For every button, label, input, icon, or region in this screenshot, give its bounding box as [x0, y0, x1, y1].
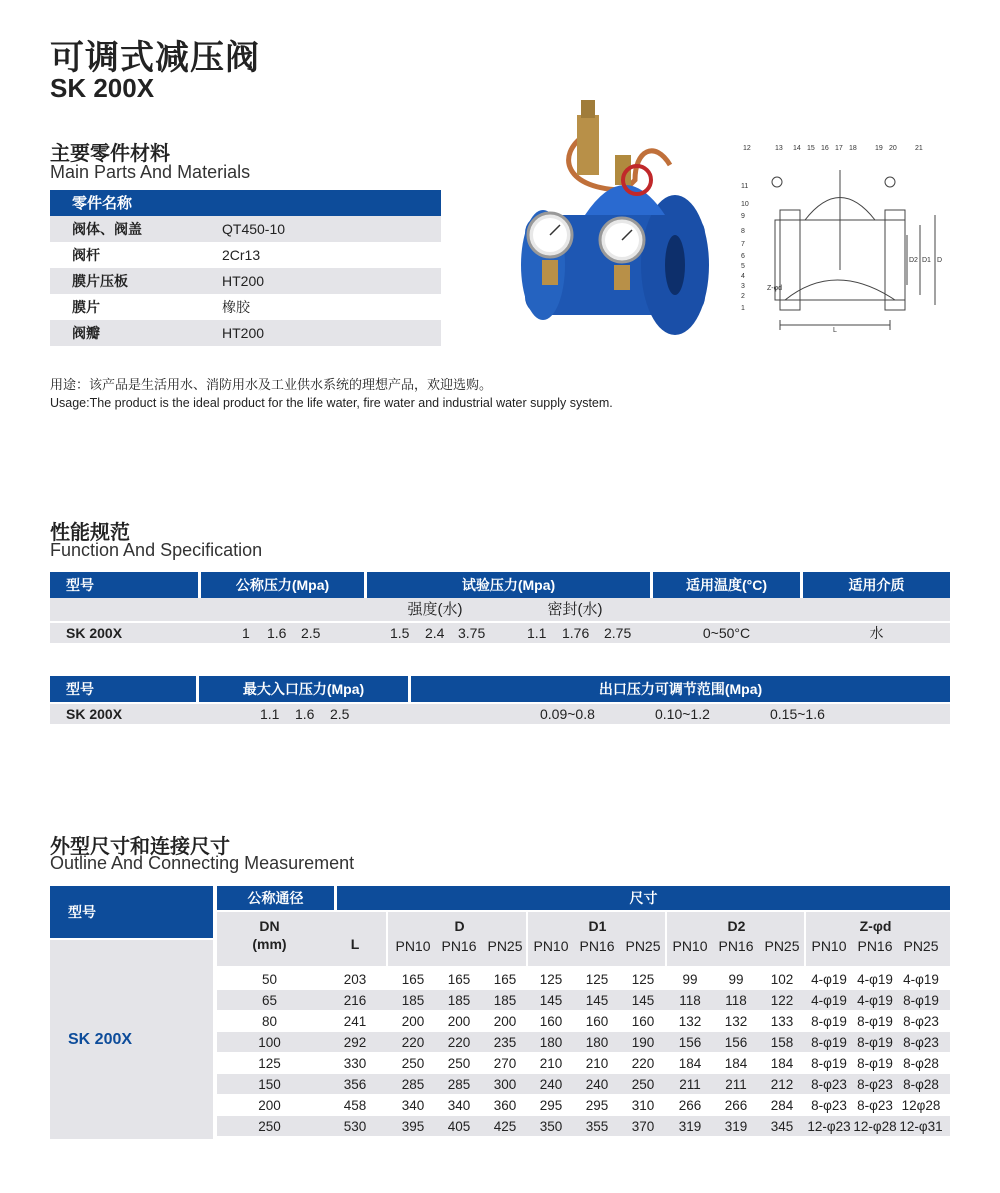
dims-pn-header: PN10 [533, 938, 569, 954]
dims-pn-header: PN25 [764, 938, 800, 954]
dims-cell: 8-φ23 [811, 1076, 847, 1092]
dims-cell: 340 [401, 1097, 425, 1113]
dims-cell: 132 [678, 1013, 702, 1029]
spec-seal: 2.75 [604, 625, 632, 641]
dims-cell: 284 [770, 1097, 794, 1113]
drawing-number: 5 [741, 263, 745, 270]
part-name: 膜片压板 [72, 273, 128, 289]
dims-cell: 165 [401, 971, 425, 987]
dims-cell: 100 [258, 1034, 281, 1050]
dims-cell: 160 [631, 1013, 655, 1029]
spec-h-medium: 适用介质 [803, 572, 950, 598]
dims-cell: 185 [493, 992, 517, 1008]
spec-strength: 2.4 [425, 625, 445, 641]
dims-cell: 132 [724, 1013, 748, 1029]
drawing-number: 18 [849, 145, 857, 152]
dims-cell: 285 [447, 1076, 471, 1092]
dims-cell: 8-φ23 [903, 1013, 939, 1029]
usage-en: Usage:The product is the ideal product for the life water, fire water and industrial water supply system. [50, 396, 613, 410]
drawing-number: 8 [741, 228, 745, 235]
dims-cell: 99 [728, 971, 744, 987]
dims-cell: 8-φ23 [857, 1076, 893, 1092]
dims-cell: 4-φ19 [811, 992, 847, 1008]
pressure-max: 1.6 [295, 706, 315, 722]
dims-cell: 405 [447, 1118, 471, 1134]
dims-cell: 4-φ19 [857, 971, 893, 987]
drawing-number: 16 [821, 145, 829, 152]
dims-cell: 8-φ19 [857, 1055, 893, 1071]
dims-cell: 211 [679, 1076, 701, 1092]
dims-cell: 200 [447, 1013, 471, 1029]
drawing-number: 17 [835, 145, 843, 152]
dims-cell: 8-φ19 [811, 1013, 847, 1029]
dims-cell: 216 [343, 992, 367, 1008]
spec-seal: 1.76 [562, 625, 590, 641]
spec-h-temp: 适用温度(°C) [653, 572, 800, 598]
spec-strength: 3.75 [458, 625, 486, 641]
pressure-range: 0.09~0.8 [540, 706, 595, 722]
dims-cell: 266 [724, 1097, 748, 1113]
dims-pn-header: PN16 [579, 938, 615, 954]
dims-cell: 200 [401, 1013, 425, 1029]
dims-cell: 8-φ19 [857, 1034, 893, 1050]
spec-seal: 1.1 [527, 625, 547, 641]
part-material: HT200 [222, 273, 265, 289]
dims-cell: 4-φ19 [903, 971, 939, 987]
dims-cell: 300 [493, 1076, 517, 1092]
technical-drawing [735, 140, 950, 335]
dims-cell: 125 [585, 971, 609, 987]
materials-heading-cn: 主要零件材料 [50, 143, 170, 165]
dims-cell: 340 [447, 1097, 471, 1113]
dims-h-model: 型号 [50, 886, 213, 938]
spec-nominal: 1.6 [267, 625, 287, 641]
dims-cell: 184 [770, 1055, 794, 1071]
dims-cell: 125 [539, 971, 563, 987]
dims-cell: 295 [585, 1097, 609, 1113]
dims-cell: 203 [343, 971, 367, 987]
dims-pn-header: PN25 [903, 938, 939, 954]
dims-cell: 270 [493, 1055, 517, 1071]
dims-cell: 165 [447, 971, 471, 987]
drawing-dim: D1 [922, 257, 931, 264]
part-material: 2Cr13 [222, 247, 261, 263]
dims-cell: 8-φ19 [811, 1055, 847, 1071]
spec-model: SK 200X [66, 625, 123, 641]
dims-cell: 4-φ19 [857, 992, 893, 1008]
dims-cell: 180 [585, 1034, 609, 1050]
dims-cell: 266 [678, 1097, 702, 1113]
part-name: 阀体、阀盖 [72, 221, 142, 237]
dims-cell: 150 [258, 1076, 281, 1092]
dims-cell: 184 [724, 1055, 748, 1071]
materials-heading-en: Main Parts And Materials [50, 162, 251, 182]
dims-cell: 99 [682, 971, 698, 987]
dims-h-dn: 公称通径 [217, 886, 334, 910]
dims-group-header: Z-φd [859, 918, 892, 934]
dims-cell: 250 [258, 1118, 281, 1134]
drawing-number: 13 [775, 145, 783, 152]
dims-model: SK 200X [50, 940, 213, 1139]
dims-cell: 122 [770, 992, 794, 1008]
dims-cell: 360 [493, 1097, 517, 1113]
dims-cell: 210 [585, 1055, 609, 1071]
drawing-number: 10 [741, 201, 749, 208]
dims-separator [386, 912, 388, 966]
spec-heading-en: Function And Specification [50, 540, 263, 560]
dims-cell: 80 [261, 1013, 278, 1029]
spec-nominal: 2.5 [301, 625, 321, 641]
dims-pn-header: PN16 [857, 938, 893, 954]
pressure-max: 1.1 [260, 706, 280, 722]
dims-cell: 4-φ19 [811, 971, 847, 987]
dims-cell: 8-φ28 [903, 1055, 939, 1071]
dims-cell: 185 [401, 992, 425, 1008]
dims-cell: 8-φ23 [811, 1097, 847, 1113]
spec-sub-seal: 密封(水) [547, 601, 603, 618]
dims-cell: 250 [447, 1055, 471, 1071]
dims-cell: 330 [343, 1055, 367, 1071]
dims-cell: 220 [447, 1034, 471, 1050]
part-name: 膜片 [72, 299, 100, 315]
dims-cell: 102 [770, 971, 794, 987]
drawing-number: 21 [915, 145, 923, 152]
dims-cell: 235 [493, 1034, 517, 1050]
dims-cell: 190 [631, 1034, 655, 1050]
dims-pn-header: PN16 [718, 938, 754, 954]
dims-cell: 8-φ19 [857, 1013, 893, 1029]
dims-cell: 212 [770, 1076, 794, 1092]
dims-cell: 220 [631, 1055, 655, 1071]
drawing-dim: L [833, 327, 837, 334]
dims-dn-label: DN [259, 918, 280, 934]
dims-pn-header: PN25 [487, 938, 523, 954]
drawing-number: 12 [743, 145, 751, 152]
pressure-h-model: 型号 [50, 676, 196, 702]
spec-h-test: 试验压力(Mpa) [367, 572, 650, 598]
drawing-number: 11 [741, 183, 749, 190]
dims-group-header: D [454, 918, 465, 934]
dims-cell: 12-φ31 [899, 1118, 943, 1134]
dims-cell: 319 [678, 1118, 702, 1134]
dims-cell: 185 [447, 992, 471, 1008]
part-name: 阀杆 [72, 247, 100, 263]
dims-cell: 8-φ19 [903, 992, 939, 1008]
dims-cell: 118 [679, 992, 701, 1008]
part-material: 橡胶 [222, 299, 250, 315]
dims-heading-en: Outline And Connecting Measurement [50, 853, 355, 873]
dims-cell: 425 [493, 1118, 517, 1134]
dims-cell: 50 [261, 971, 278, 987]
dims-cell: 118 [725, 992, 747, 1008]
dims-cell: 295 [539, 1097, 563, 1113]
dims-cell: 180 [539, 1034, 563, 1050]
drawing-number: 2 [741, 293, 745, 300]
dims-cell: 210 [539, 1055, 563, 1071]
dims-pn-header: PN10 [672, 938, 708, 954]
spec-h-nominal: 公称压力(Mpa) [201, 572, 364, 598]
pressure-h-range: 出口压力可调节范围(Mpa) [411, 676, 950, 702]
dims-group-header: D1 [588, 918, 607, 934]
drawing-number: 4 [741, 273, 745, 280]
dims-cell: 395 [401, 1118, 425, 1134]
dims-cell: 12φ28 [901, 1097, 941, 1113]
dims-cell: 8-φ28 [903, 1076, 939, 1092]
dims-cell: 8-φ23 [903, 1034, 939, 1050]
dims-cell: 156 [724, 1034, 748, 1050]
part-material: QT450-10 [222, 221, 286, 237]
dims-cell: 160 [539, 1013, 563, 1029]
dims-cell: 240 [539, 1076, 563, 1092]
drawing-number: 1 [741, 305, 745, 312]
dims-cell: 200 [258, 1097, 281, 1113]
spec-temp: 0~50°C [702, 625, 751, 641]
dims-cell: 356 [343, 1076, 367, 1092]
dims-cell: 310 [631, 1097, 655, 1113]
spec-strength: 1.5 [390, 625, 410, 641]
spec-nominal: 1 [242, 625, 250, 641]
dims-h-size: 尺寸 [337, 886, 950, 910]
dims-cell: 370 [631, 1118, 655, 1134]
dims-cell: 125 [258, 1055, 281, 1071]
dims-heading-cn: 外型尺寸和连接尺寸 [50, 836, 230, 858]
dims-pn-header: PN10 [395, 938, 431, 954]
dims-cell: 133 [770, 1013, 794, 1029]
dims-cell: 250 [631, 1076, 655, 1092]
dims-pn-header: PN16 [441, 938, 477, 954]
model-title: SK 200X [50, 73, 155, 103]
dims-l-label: L [350, 936, 360, 952]
valve-photo [515, 95, 715, 345]
dims-cell: 12-φ28 [853, 1118, 897, 1134]
part-material: HT200 [222, 325, 265, 341]
dims-cell: 145 [539, 992, 563, 1008]
dims-cell: 125 [631, 971, 655, 987]
dims-cell: 8-φ23 [857, 1097, 893, 1113]
dims-dn-unit: (mm) [252, 936, 287, 952]
dims-cell: 12-φ23 [807, 1118, 851, 1134]
drawing-number: 7 [741, 241, 745, 248]
spec-sub-strength: 强度(水) [407, 601, 463, 618]
dims-cell: 156 [678, 1034, 702, 1050]
dims-cell: 241 [343, 1013, 367, 1029]
part-name: 阀瓣 [72, 325, 100, 341]
dims-pn-header: PN10 [811, 938, 847, 954]
drawing-number: 20 [889, 145, 897, 152]
drawing-dim: D [937, 257, 943, 264]
drawing-number: 14 [793, 145, 801, 152]
spec-heading-cn: 性能规范 [50, 522, 130, 544]
dims-cell: 200 [493, 1013, 517, 1029]
spec-subheader-row [50, 598, 950, 621]
dims-cell: 145 [631, 992, 655, 1008]
dims-cell: 458 [343, 1097, 367, 1113]
dims-cell: 285 [401, 1076, 425, 1092]
dims-cell: 160 [585, 1013, 609, 1029]
dims-pn-header: PN25 [625, 938, 661, 954]
dims-cell: 145 [585, 992, 609, 1008]
drawing-number: 9 [741, 213, 745, 220]
drawing-dim: Z-φd [767, 285, 783, 292]
dims-cell: 8-φ19 [811, 1034, 847, 1050]
dims-group-header: D2 [727, 918, 746, 934]
dims-cell: 65 [261, 992, 278, 1008]
pressure-range: 0.10~1.2 [655, 706, 710, 722]
pressure-range: 0.15~1.6 [770, 706, 825, 722]
spec-h-model: 型号 [50, 572, 198, 598]
drawing-number: 19 [875, 145, 883, 152]
dims-cell: 184 [678, 1055, 702, 1071]
dims-cell: 292 [343, 1034, 367, 1050]
pressure-max: 2.5 [330, 706, 350, 722]
drawing-number: 6 [741, 253, 745, 260]
pressure-h-max: 最大入口压力(Mpa) [199, 676, 408, 702]
dims-cell: 250 [401, 1055, 425, 1071]
drawing-dim: D2 [909, 257, 918, 264]
dims-cell: 355 [585, 1118, 609, 1134]
dims-cell: 220 [401, 1034, 425, 1050]
dims-cell: 350 [539, 1118, 563, 1134]
drawing-number: 3 [741, 283, 745, 290]
usage-cn: 用途：该产品是生活用水、消防用水及工业供水系统的理想产品，欢迎选购。 [50, 377, 493, 392]
dims-cell: 345 [770, 1118, 794, 1134]
materials-col-header: 零件名称 [50, 190, 441, 216]
dims-cell: 319 [724, 1118, 748, 1134]
dims-cell: 240 [585, 1076, 609, 1092]
page-title: 可调式减压阀 [50, 39, 260, 77]
dims-cell: 211 [725, 1076, 747, 1092]
dims-cell: 530 [343, 1118, 367, 1134]
spec-medium: 水 [869, 625, 884, 641]
pressure-model: SK 200X [66, 706, 123, 722]
drawing-number: 15 [807, 145, 815, 152]
dims-cell: 165 [493, 971, 517, 987]
dims-cell: 158 [770, 1034, 794, 1050]
